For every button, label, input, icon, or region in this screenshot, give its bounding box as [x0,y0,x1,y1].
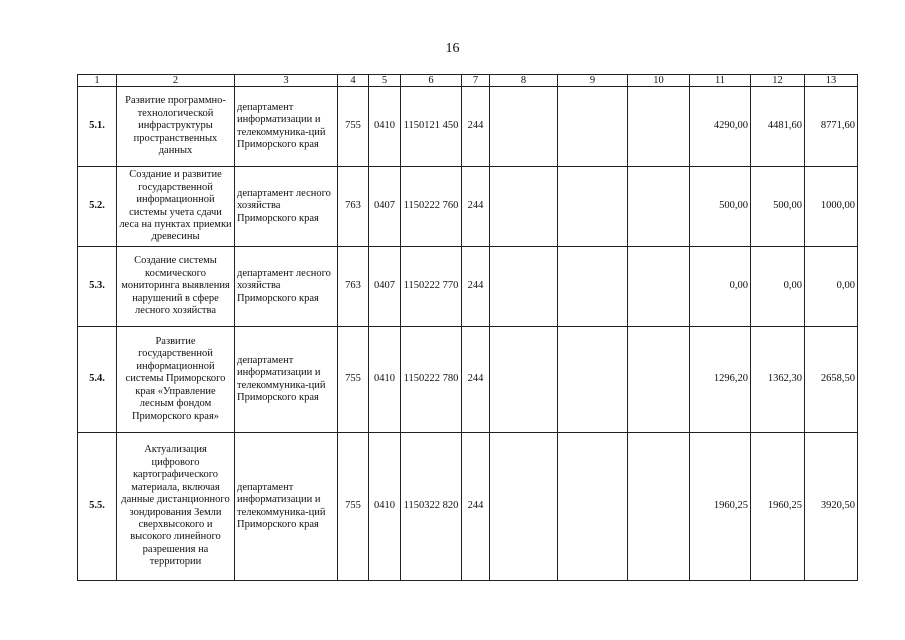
measure-name: Актуализация цифрового картографического материала, включая данные дистанционного зондирования Земли сверхвысокого и высокого линейного разрешения на территории [117,433,235,581]
grbs-code: 763 [338,167,369,247]
column-header: 8 [490,75,558,87]
grbs-code: 755 [338,433,369,581]
measure-name: Создание системы космического мониторинга выявления нарушений в сфере лесного хозяйства [117,247,235,327]
value-col-12: 4481,60 [751,87,805,167]
value-col-12: 500,00 [751,167,805,247]
row-number: 5.2. [78,167,117,247]
row-number: 5.4. [78,327,117,433]
value-col-10 [628,247,690,327]
department: департамент лесного хозяйства Приморского края [235,247,338,327]
section-code: 0410 [369,433,401,581]
column-header: 9 [558,75,628,87]
value-col-11: 4290,00 [690,87,751,167]
table-row [78,247,858,327]
column-header: 13 [805,75,858,87]
value-col-9 [558,327,628,433]
section-code: 0410 [369,327,401,433]
value-col-13: 1000,00 [805,167,858,247]
value-col-12: 0,00 [751,247,805,327]
column-header: 2 [117,75,235,87]
value-col-12: 1960,25 [751,433,805,581]
target-article-code: 1150222 780 [401,327,462,433]
value-col-13: 0,00 [805,247,858,327]
table-row [78,433,858,581]
value-col-9 [558,433,628,581]
grbs-code: 755 [338,327,369,433]
value-col-11: 500,00 [690,167,751,247]
value-col-10 [628,433,690,581]
value-col-10 [628,87,690,167]
value-col-10 [628,327,690,433]
target-article-code: 1150222 770 [401,247,462,327]
department: департамент информатизации и телекоммуника-ций Приморского края [235,327,338,433]
value-col-8 [490,167,558,247]
value-col-8 [490,433,558,581]
section-code: 0410 [369,87,401,167]
row-number: 5.5. [78,433,117,581]
target-article-code: 1150222 760 [401,167,462,247]
value-col-12: 1362,30 [751,327,805,433]
grbs-code: 763 [338,247,369,327]
measure-name: Развитие государственной информационной системы Приморского края «Управление лесным фондом Приморского края» [117,327,235,433]
column-header: 4 [338,75,369,87]
measure-name: Создание и развитие государственной информационной системы учета сдачи леса на пунктах приемки древесины [117,167,235,247]
column-header: 10 [628,75,690,87]
column-header: 7 [462,75,490,87]
page-number: 16 [445,41,460,56]
expense-type-code: 244 [462,167,490,247]
expense-type-code: 244 [462,87,490,167]
table-row [78,167,858,247]
department: департамент информатизации и телекоммуника-ций Приморского края [235,87,338,167]
section-code: 0407 [369,247,401,327]
expense-type-code: 244 [462,433,490,581]
column-header: 1 [78,75,117,87]
value-col-13: 3920,50 [805,433,858,581]
column-header: 12 [751,75,805,87]
value-col-9 [558,87,628,167]
row-number: 5.3. [78,247,117,327]
value-col-11: 1960,25 [690,433,751,581]
value-col-8 [490,87,558,167]
value-col-8 [490,327,558,433]
value-col-9 [558,247,628,327]
table-row [78,327,858,433]
column-header: 3 [235,75,338,87]
expense-type-code: 244 [462,327,490,433]
table-row [78,87,858,167]
target-article-code: 1150322 820 [401,433,462,581]
expense-type-code: 244 [462,247,490,327]
value-col-11: 0,00 [690,247,751,327]
value-col-13: 2658,50 [805,327,858,433]
row-number: 5.1. [78,87,117,167]
value-col-8 [490,247,558,327]
value-col-9 [558,167,628,247]
value-col-11: 1296,20 [690,327,751,433]
value-col-10 [628,167,690,247]
target-article-code: 1150121 450 [401,87,462,167]
value-col-13: 8771,60 [805,87,858,167]
column-header: 11 [690,75,751,87]
department: департамент информатизации и телекоммуника-ций Приморского края [235,433,338,581]
column-header: 5 [369,75,401,87]
measure-name: Развитие программно-технологической инфраструктуры пространственных данных [117,87,235,167]
grbs-code: 755 [338,87,369,167]
section-code: 0407 [369,167,401,247]
column-header: 6 [401,75,462,87]
table-header-row [78,75,858,87]
budget-table [77,74,858,581]
department: департамент лесного хозяйства Приморского края [235,167,338,247]
